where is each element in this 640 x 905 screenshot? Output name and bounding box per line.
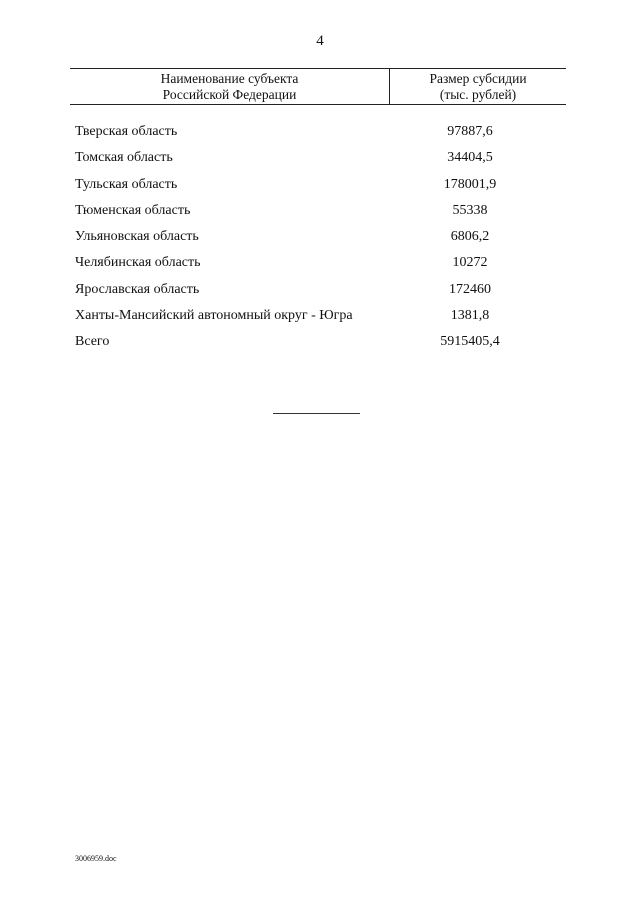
row-subsidy-value: 34404,5 [447, 150, 493, 166]
table-row-total [75, 332, 566, 358]
header-subsidy-amount-line1: Размер субсидии [429, 71, 527, 86]
header-subject-name-line1: Наименование субъекта [160, 71, 299, 86]
page-number: 4 [316, 33, 324, 49]
header-subject-name-line2: Российской Федерации [162, 87, 297, 102]
file-reference: 3006959.doc [75, 854, 117, 863]
row-subject-name: Тюменская область [75, 202, 191, 218]
table-body [75, 122, 566, 359]
table-row [75, 253, 566, 279]
table-row [75, 280, 566, 306]
header-subsidy-amount [390, 71, 566, 103]
table-row [75, 148, 566, 174]
table-top-rule [70, 68, 566, 69]
table-row [75, 201, 566, 227]
row-subject-name: Челябинская область [75, 255, 201, 271]
row-subsidy-value: 178001,9 [443, 176, 497, 192]
row-subsidy-value: 10272 [452, 255, 488, 271]
row-subsidy-value: 6806,2 [450, 229, 490, 245]
table-row [75, 122, 566, 148]
row-subsidy-value: 172460 [449, 281, 491, 297]
row-subject-name: Ярославская область [75, 281, 200, 297]
row-subject-name: Ульяновская область [75, 229, 199, 245]
row-subsidy-value: 1381,8 [450, 308, 490, 324]
row-subject-name: Тверская область [75, 124, 178, 139]
row-subsidy-value: 97887,6 [447, 124, 493, 139]
header-subject-name [70, 71, 389, 103]
row-total-label: Всего [75, 334, 110, 350]
row-subject-name: Ханты-Мансийский автономный округ - Югра [75, 308, 353, 324]
row-subject-name: Тульская область [75, 176, 178, 192]
table-row [75, 175, 566, 201]
table-row [75, 306, 566, 332]
table-row [75, 227, 566, 253]
row-subsidy-value: 55338 [452, 202, 488, 218]
row-total-value: 5915405,4 [440, 334, 500, 350]
document-end-rule [273, 413, 360, 414]
table-header-bottom-rule [70, 104, 566, 105]
row-subject-name: Томская область [75, 150, 173, 166]
header-subsidy-amount-line2: (тыс. рублей) [439, 87, 517, 102]
